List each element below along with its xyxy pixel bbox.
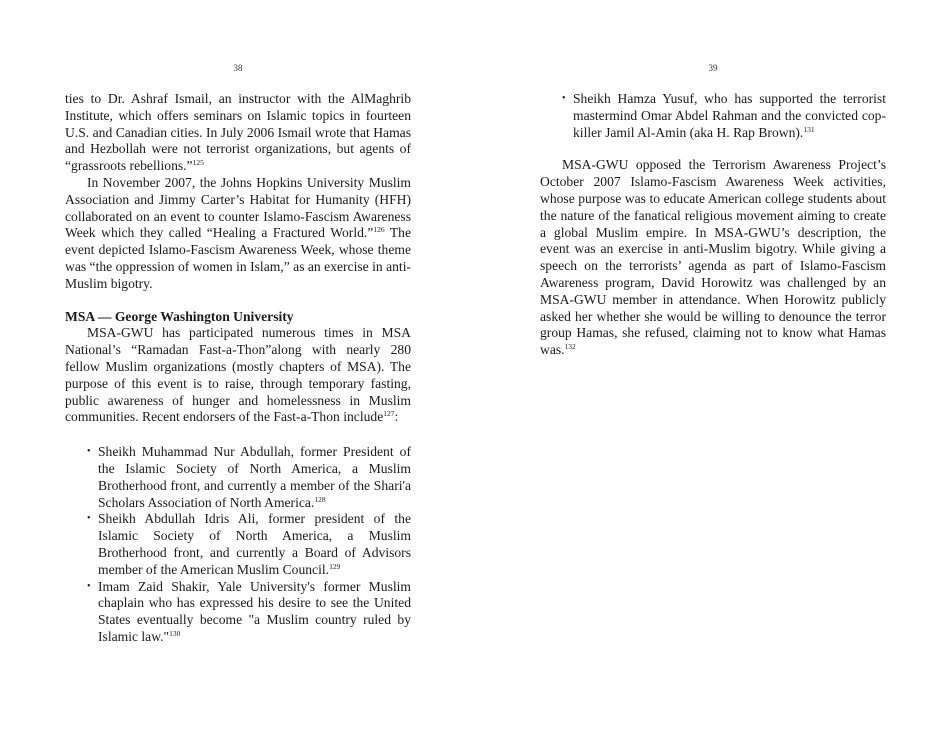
- page-number: 38: [233, 63, 243, 73]
- footnote-ref: 128: [314, 494, 326, 504]
- list-item: [65, 511, 411, 578]
- paragraph-text: ties to Dr. Ashraf Ismail, an instructor with the AlMaghrib Institute, which offers seminars on Islamic topics in fourteen U.S. and Canadian cities. In July 2006 Ismail wrote that Hamas and Hezbollah were not terrorist organizations, but agents of “grassroots rebellions.”: [65, 91, 411, 174]
- footnote-ref: 130: [169, 628, 181, 638]
- paragraph-text: :: [394, 409, 399, 425]
- footnote-ref: 129: [329, 561, 341, 571]
- list-item-text: Imam Zaid Shakir, Yale University's former Muslim chaplain who has expressed his desire to see the United States eventually become "a Muslim country ruled by Islamic law.": [98, 578, 411, 644]
- page-body: [65, 91, 411, 646]
- footnote-ref: 125: [192, 158, 204, 168]
- list-item-text: Sheikh Hamza Yusuf, who has supported the terrorist mastermind Omar Abdel Rahman and the convicted cop-killer Jamil Al-Amin (aka H. Rap Brown).: [573, 91, 886, 140]
- spacer: [540, 141, 886, 157]
- paragraph-text: MSA-GWU opposed the Terrorism Awareness Project’s October 2007 Islamo-Fascism Awareness Week activities, whose purpose was to educate American college students about the nature of the fanatical religious movement aiming to create a global Muslim empire. In MSA-GWU’s description, the event was an exercise in anti-Muslim bigotry. While giving a speech on the terrorists’ agenda as part of Islamo-Fascism Awareness program, David Horowitz was challenged by an MSA-GWU member in attendance. When Horowitz publicly asked her whether she would be willing to denounce the terror group Hamas, she refused, claiming not to know what Hamas was.: [540, 157, 886, 358]
- list-item-text: Sheikh Muhammad Nur Abdullah, former President of the Islamic Society of North America, a Muslim Brotherhood front, and currently a member of the Shari'a Scholars Association of North America.: [98, 444, 411, 510]
- list-item-text: Sheikh Abdullah Idris Ali, former president of the Islamic Society of North America, a Muslim Brotherhood front, and currently a Board of Advisors member of the American Muslim Council.: [98, 511, 411, 577]
- section-heading: MSA — George Washington University: [65, 308, 294, 324]
- list-item: [65, 579, 411, 646]
- bullet-icon: •: [87, 446, 91, 458]
- paragraph: [65, 325, 411, 426]
- page-number: 39: [708, 63, 718, 73]
- footnote-ref: 131: [803, 124, 815, 134]
- bullet-icon: •: [562, 93, 566, 104]
- paragraph-text: MSA-GWU has participated numerous times in MSA National’s “Ramadan Fast-a-Thon”along with nearly 280 fellow Muslim organizations (mostly chapters of MSA). The purpose of this event is to raise, through temporary fasting, public awareness of hunger and homelessness in Muslim communities. Recent endorsers of the Fast-a-Thon include: [65, 325, 411, 425]
- paragraph: [65, 175, 411, 293]
- page-body: [540, 91, 886, 359]
- paragraph: [65, 91, 411, 175]
- paragraph: [540, 157, 886, 359]
- footnote-ref: 127: [383, 409, 395, 419]
- paragraph-text: In November 2007, the Johns Hopkins University Muslim Association and Jimmy Carter’s Habitat for Humanity (HFH) collaborated on an event to counter Islamo-Fascism Awareness Week which they called “Healing a Fractured World.”: [65, 174, 411, 241]
- bullet-icon: •: [87, 580, 91, 592]
- footnote-ref: 126: [373, 225, 385, 235]
- bullet-icon: •: [87, 513, 91, 525]
- endorser-list: [65, 444, 411, 646]
- list-item: [65, 444, 411, 511]
- endorser-list-continued: [540, 91, 886, 141]
- list-item: [540, 91, 886, 141]
- paragraph-text: The event depicted Islamo-Fascism Awareness Week, whose theme was “the oppression of women in Islam,” as an exercise in anti-Muslim bigotry.: [65, 225, 411, 291]
- footnote-ref: 132: [564, 342, 576, 352]
